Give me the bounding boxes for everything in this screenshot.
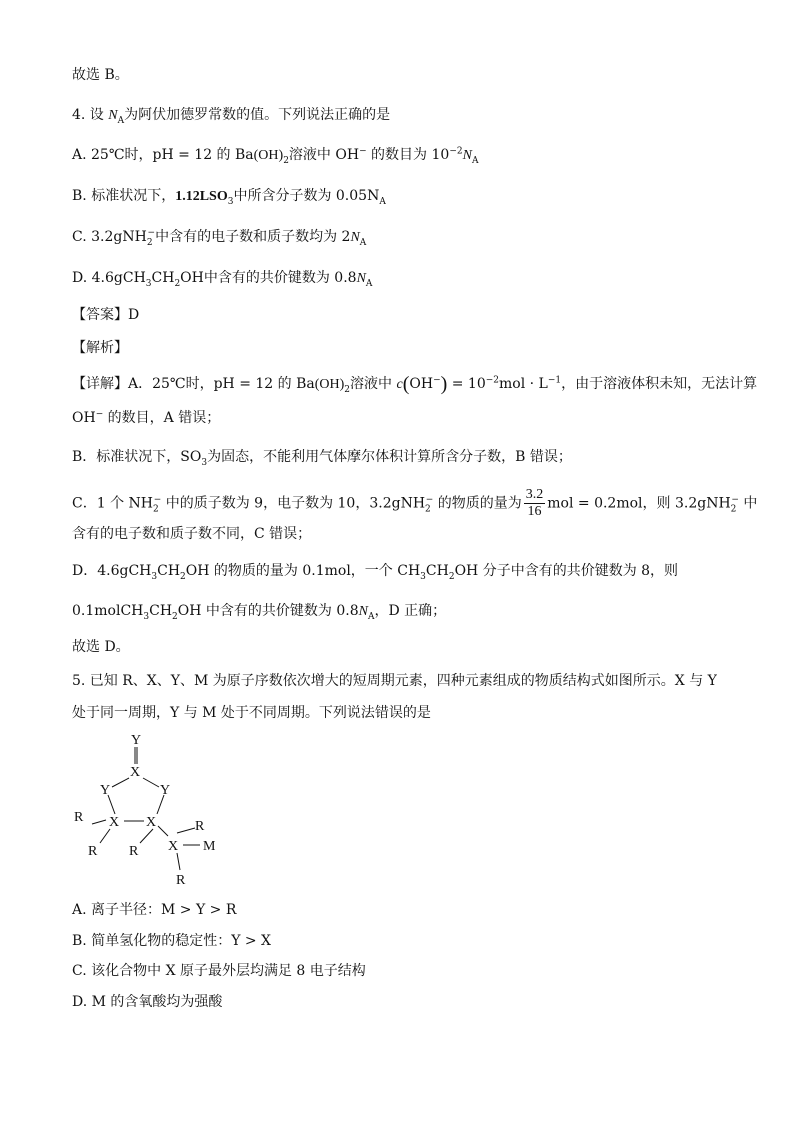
question-5-option-c: C. 该化合物中 X 原子最外层均满足 8 电子结构 xyxy=(72,963,366,979)
atom-r-bottom-right: R xyxy=(176,873,186,888)
question-4-option-d: D. $4.6gCH_3CH_2OH$中含有的共价键数为 $0.8N_A$ xyxy=(72,270,373,289)
atom-r-bottom-mid: R xyxy=(129,844,139,859)
atom-m: M xyxy=(203,839,216,854)
question-4-option-b: B. 标准状况下，$1.12LSO_3$中所含分子数为 $0.05N_A$ xyxy=(72,188,386,207)
question-5-option-d: D. M 的含氧酸均为强酸 xyxy=(72,994,223,1010)
explain-c: C．1 个 $NH_2^-$ 中的质子数为 9，电子数为 10，3.2gNH$_2$− 的物质的量为 $\frac{3.2}{16}$ mol = 0.2mol，则 3.2gNH$_2$− 中 xyxy=(72,487,758,519)
explain-a: 【详解】A．25℃时，pH = 12 的 $Ba(OH)_2$溶液中 $c(OH^-) = 10^{-2}mol \cdot L^{-1}$，由于溶液体积未知，无法计算 xyxy=(72,373,758,395)
analysis-label: 【解析】 xyxy=(72,340,128,356)
atom-x-left: X xyxy=(109,815,120,830)
explain-a-cont: OH− 的数目，A 错误； xyxy=(72,409,221,426)
final-choice: 故选 D。 xyxy=(72,639,130,655)
atom-y-right: Y xyxy=(160,783,171,798)
question-4-option-c: C. 3.2gNH$_2$−中含有的电子数和质子数均为 $2N_A$ xyxy=(72,228,367,248)
atom-x-mid: X xyxy=(146,815,157,830)
structure-diagram xyxy=(60,728,240,893)
atom-r-top-right: R xyxy=(195,819,205,834)
explain-b: B．标准状况下，$SO_3$为固态，不能利用气体摩尔体积计算所含分子数，B 错误； xyxy=(72,449,572,468)
atom-y-left: Y xyxy=(100,783,111,798)
question-5-stem: 5. 已知 R、X、Y、M 为原子序数依次增大的短周期元素，四种元素组成的物质结构式如图所示。X 与 Y xyxy=(72,673,717,689)
explain-c-cont: 含有的电子数和质子数不同，C 错误； xyxy=(72,526,312,542)
line-1: 故选 B。 xyxy=(72,67,129,83)
answer-label: 【答案】D xyxy=(72,307,140,323)
atom-r-bottom-left: R xyxy=(88,844,98,859)
explain-d-cont: $0.1molCH_3CH_2OH$ 中含有的共价键数为 $0.8N_A$，D 正确； xyxy=(72,603,447,622)
atom-r-left: R xyxy=(74,810,84,825)
question-5-option-a: A. 离子半径：M > Y > R xyxy=(72,902,237,918)
atom-x-right: X xyxy=(168,839,179,854)
question-5-stem-cont: 处于同一周期，Y 与 M 处于不同周期。下列说法错误的是 xyxy=(72,705,431,721)
atom-x-top: X xyxy=(130,765,141,780)
fraction: $\frac{3.2}{16}$ xyxy=(525,487,544,519)
atom-y-top: Y xyxy=(131,733,142,748)
explain-d: D．$4.6gCH_3CH_2OH$ 的物质的量为 0.1mol，一个 $CH_3CH_2OH$ 分子中含有的共价键数为 8，则 xyxy=(72,563,679,582)
question-4-option-a: A. 25℃时，pH = 12 的 $Ba(OH)_2$溶液中 OH− 的数目为 $10^{-2}N_A$ xyxy=(72,146,479,166)
question-4-stem: 4. 设 $N_A$为阿伏加德罗常数的值。下列说法正确的是 xyxy=(72,107,391,126)
question-5-option-b: B. 简单氢化物的稳定性：Y > X xyxy=(72,933,272,949)
